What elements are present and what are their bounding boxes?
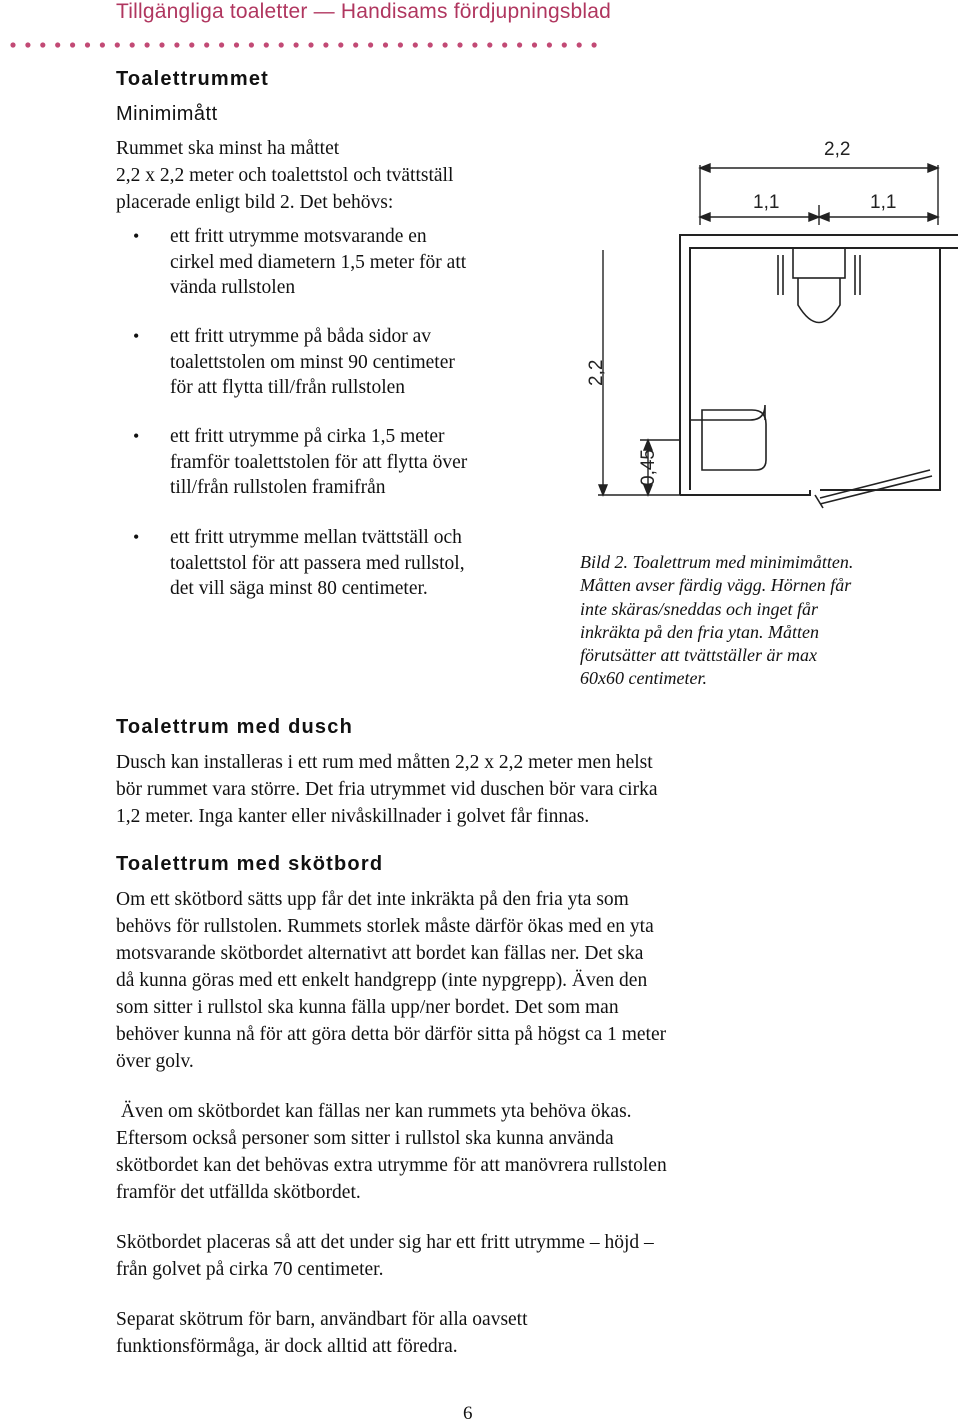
dim-label-left-half: 1,1 xyxy=(753,192,780,213)
rule-dot xyxy=(487,42,492,47)
outer-wall-bottom xyxy=(680,490,810,495)
rule-dot xyxy=(219,42,224,47)
rule-dot xyxy=(532,42,537,47)
bullet-dot: • xyxy=(133,426,140,446)
rule-dot xyxy=(10,42,15,47)
skotbord-p1-line-5: som sitter i rullstol ska kunna fälla upp/ner bordet. Det som man xyxy=(116,997,619,1018)
bullet-2-line-3: för att flytta till/från rullstolen xyxy=(170,377,406,398)
rule-dot xyxy=(55,42,60,47)
rule-dot xyxy=(70,42,75,47)
rule-dot xyxy=(383,42,388,47)
intro-line-2: 2,2 x 2,2 meter och toalettstol och tvättställ xyxy=(116,165,454,186)
rule-dot xyxy=(398,42,403,47)
bullet-3-line-1: ett fritt utrymme på cirka 1,5 meter xyxy=(170,426,445,447)
skotbord-p4-line-1: Separat skötrum för barn, användbart för alla oavsett xyxy=(116,1309,528,1330)
rule-dot xyxy=(428,42,433,47)
rule-dot xyxy=(85,42,90,47)
rule-dot xyxy=(323,42,328,47)
dusch-line-3: 1,2 meter. Inga kanter eller nivåskillnader i golvet får finnas. xyxy=(116,806,590,827)
bullet-item-3 xyxy=(170,424,570,501)
caption-line-3: inte skäras/sneddas och inget får xyxy=(580,598,818,619)
intro-line-3: placerade enligt bild 2. Det behövs: xyxy=(116,192,394,213)
rule-dot xyxy=(517,42,522,47)
toilet-icon xyxy=(778,248,860,323)
bullet-3-line-2: framför toalettstolen för att flytta över xyxy=(170,451,468,473)
subheading-minimimatt: Minimimått xyxy=(116,103,218,125)
dim-label-right-half: 1,1 xyxy=(870,192,897,213)
caption-line-4: inkräkta på den fria ytan. Måtten xyxy=(580,621,819,642)
rule-dot xyxy=(25,42,30,47)
rule-dot xyxy=(457,42,462,47)
intro-line-1: Rummet ska minst ha måttet xyxy=(116,138,340,159)
figure-caption xyxy=(580,551,940,691)
rule-dot xyxy=(577,42,582,47)
skotbord-p1-line-2: behövs för rullstolen. Rummets storlek måste därför ökas med en yta xyxy=(116,916,654,937)
rule-dot xyxy=(338,42,343,47)
caption-line-2: Måtten avser färdig vägg. Hörnen får xyxy=(580,575,852,596)
bullet-2-line-2: toalettstolen om minst 90 centimeter xyxy=(170,351,455,373)
bullet-dot: • xyxy=(133,326,140,346)
bullet-4-line-1: ett fritt utrymme mellan tvättställ och xyxy=(170,527,462,548)
caption-line-1: Bild 2. Toalettrum med minimimåtten. xyxy=(580,552,854,572)
bullet-4-line-3: det vill säga minst 80 centimeter. xyxy=(170,578,428,599)
skotbord-p2-line-1: Även om skötbordet kan fällas ner kan rummets yta behöva ökas. xyxy=(116,1101,632,1122)
bullet-item-1 xyxy=(170,224,570,301)
rule-dot xyxy=(592,42,597,47)
skotbord-p2-line-3: skötbordet kan det behövas extra utrymme för att manövrera rullstolen xyxy=(116,1155,667,1176)
skotbord-p3-line-2: från golvet på cirka 70 centimeter. xyxy=(116,1259,384,1280)
rule-dot xyxy=(502,42,507,47)
bullet-2-line-1: ett fritt utrymme på båda sidor av xyxy=(170,326,432,347)
skotbord-p1-line-1: Om ett skötbord sätts upp får det inte inkräkta på den fria yta som xyxy=(116,889,629,910)
rule-dot xyxy=(353,42,358,47)
rule-dot xyxy=(264,42,269,47)
floor-plan-figure xyxy=(570,130,960,550)
dusch-line-1: Dusch kan installeras i ett rum med måtten 2,2 x 2,2 meter men helst xyxy=(116,752,653,773)
dim-label-offset: 0,45 xyxy=(638,449,659,486)
bullet-item-2 xyxy=(170,324,570,401)
dim-label-total-width: 2,2 xyxy=(824,139,851,160)
skotbord-p4-line-2: funktionsförmåga, är dock alltid att föredra. xyxy=(116,1336,458,1357)
bullet-1-line-3: vända rullstolen xyxy=(170,277,296,298)
rule-dot xyxy=(130,42,135,47)
rule-dot xyxy=(249,42,254,47)
dotted-rule xyxy=(10,40,610,50)
washbasin-icon xyxy=(700,410,766,488)
heading-toalettrum-med-skotbord: Toalettrum med skötbord xyxy=(116,853,384,875)
rule-dot xyxy=(562,42,567,47)
rule-dot xyxy=(174,42,179,47)
skotbord-p2-line-4: framför det utfällda skötbordet. xyxy=(116,1182,361,1203)
bullet-4-line-2: toalettstol för att passera med rullstol, xyxy=(170,552,465,574)
page-number: 6 xyxy=(463,1403,473,1424)
dusch-line-2: bör rummet vara större. Det fria utrymmet vid duschen bör vara cirka xyxy=(116,779,658,800)
bullet-dot: • xyxy=(133,527,140,547)
rule-dot xyxy=(189,42,194,47)
skotbord-p3-line-1: Skötbordet placeras så att det under sig har ett fritt utrymme – höjd – xyxy=(116,1232,654,1253)
bullet-3-line-3: till/från rullstolen framifrån xyxy=(170,477,386,498)
bullet-1-line-2: cirkel med diametern 1,5 meter för att xyxy=(170,251,467,273)
skotbord-p2-line-2: Eftersom också personer som sitter i rullstol ska kunna använda xyxy=(116,1128,614,1149)
rule-dot xyxy=(413,42,418,47)
bullet-dot: • xyxy=(133,226,140,246)
skotbord-p1-line-4: då kunna göras med ett enkelt handgrepp (inte nypgrepp). Även den xyxy=(116,970,648,991)
rule-dot xyxy=(472,42,477,47)
outer-wall-left-top xyxy=(680,235,958,495)
skotbord-p1-line-3: motsvarande skötbordet alternativt att bordet kan fällas ner. Det ska xyxy=(116,943,644,964)
rule-dot xyxy=(40,42,45,47)
dim-label-total-height: 2,2 xyxy=(586,359,607,386)
rule-dot xyxy=(115,42,120,47)
rule-dot xyxy=(294,42,299,47)
caption-line-5: förutsätter att tvättställer är max xyxy=(580,645,817,666)
rule-dot xyxy=(368,42,373,47)
rule-dot xyxy=(547,42,552,47)
heading-toalettrummet: Toalettrummet xyxy=(116,68,270,90)
rule-dot xyxy=(159,42,164,47)
rule-dot xyxy=(279,42,284,47)
skotbord-p1-line-7: över golv. xyxy=(116,1051,194,1072)
bullet-item-4 xyxy=(170,525,570,602)
rule-dot xyxy=(145,42,150,47)
skotbord-p1-line-6: behöver kunna nå för att göra detta bör därför sitta på högst ca 1 meter xyxy=(116,1024,667,1045)
rule-dot xyxy=(100,42,105,47)
rule-dot xyxy=(308,42,313,47)
bullet-1-line-1: ett fritt utrymme motsvarande en xyxy=(170,226,427,247)
rule-dot xyxy=(234,42,239,47)
running-header: Tillgängliga toaletter — Handisams fördjupningsblad xyxy=(116,0,612,23)
inner-wall-outline xyxy=(690,248,940,490)
rule-dot xyxy=(443,42,448,47)
heading-toalettrum-med-dusch: Toalettrum med dusch xyxy=(116,716,353,738)
rule-dot xyxy=(204,42,209,47)
caption-line-6: 60x60 centimeter. xyxy=(580,668,707,689)
